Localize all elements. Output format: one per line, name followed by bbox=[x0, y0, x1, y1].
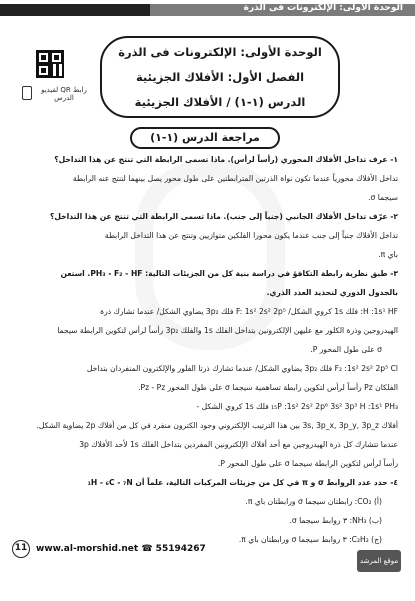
qr-code[interactable] bbox=[36, 50, 64, 78]
review-content bbox=[8, 150, 398, 549]
answer-line: H :1s¹ HF: فلك 1s كروي الشكل/ F: 1s² 2s² 2p⁵ فلك 3p₂ يضاوي الشكل/ عندما تشارك ذرة bbox=[100, 307, 398, 316]
question-3-cont: بالجدول الدوري لتحديد العدد الذري. bbox=[266, 288, 398, 297]
lesson-title: الدرس (١-١) / الأفلاك الجزيئية bbox=[134, 95, 306, 109]
answer-line: σ على طول المحور P. bbox=[310, 345, 382, 354]
answer-line: (أ) CO₂: رابطتان سيجما σ ورابطتان باي π. bbox=[245, 497, 382, 506]
answer-line: تداخل الأفلاك جنباً إلى جنب عندما يكون محورا الفلكين متوازيين وتنتج عن هذا التداخل الرابطة bbox=[104, 231, 398, 240]
qr-label: رابط QR لفيديو الدرس bbox=[41, 86, 87, 102]
answer-line: رأساً لرأس لتكوين الرابطة سيجما σ على طول المحور P. bbox=[217, 459, 398, 468]
answer-line: F₂ :1s² 2s² 2p⁵ Cl فلك 3p₂ يضاوي الشكل/ عندما تشارك ذرتا الفلور والإلكترون المنفردان بتداخل bbox=[86, 364, 398, 373]
chapter-title: الفصل الأول: الأفلاك الجزيئية bbox=[135, 70, 305, 84]
page-footer bbox=[0, 536, 415, 601]
question-2: ٢- عرّف تداخل الأفلاك الجانبي (جنباً إلى جنب). ماذا تسمى الرابطة التي تنتج عن هذا التداخل؟ bbox=[49, 212, 398, 221]
answer-line: عندما تتشارك كل ذرة الهيدروجين مع أحد أفلاك الإلكترونين المفردين بتداخل الفلك 1s لأحد الأفلاك 3p bbox=[79, 440, 398, 449]
answer-line: ₁₅P :1s² 2s² 2p⁶ 3s² 3p³ H :1s¹ PH₃ فلك 1s كروي الشكل - bbox=[196, 402, 398, 411]
header-band-title: الوحدة الأولى: الإلكترونات فى الذرة bbox=[243, 3, 403, 13]
section-heading: مراجعة الدرس (١-١) bbox=[130, 127, 280, 149]
publisher-logo: موقع المرشد bbox=[357, 550, 401, 572]
answer-line: الفلكان Pz رأساً لرأس لتكوين رابطة تساهمية سيجما σ على طول المحور Pz - Pz. bbox=[138, 383, 398, 392]
lesson-title-box bbox=[100, 36, 340, 118]
page-number: 11 bbox=[12, 540, 30, 558]
answer-line: (ج) C₂H₂: ٣ روابط سيجما σ ورابطتان باي π. bbox=[238, 535, 382, 544]
question-3: ٣- طبق نظرية رابطة التكافؤ في دراسة بنية كل من الجزيئات التالية: PH₃ - F₂ - HF. استعن bbox=[60, 269, 398, 278]
answer-line: أفلاك 3s, 3p_x, 3p_y, 3p_z بين هذا الترتيب الإلكتروني وجود الكترون منفرد في كل من أفلاك 2p يضاوية الشكل. bbox=[36, 421, 398, 430]
phone-icon bbox=[22, 86, 32, 100]
answer-line: سيجما σ. bbox=[368, 193, 398, 202]
header-band bbox=[0, 0, 415, 20]
question-1: ١- عرف تداخل الأفلاك المحوري (رأساً لرأس). ماذا تسمى الرابطة التي تنتج عن هذا التداخل؟ bbox=[54, 155, 398, 164]
answer-line: باي π. bbox=[378, 250, 398, 259]
answer-line: (ب) NH₃: ٣ روابط سيجما σ. bbox=[289, 516, 382, 525]
answer-line: الهيدروجين وذرة الكلور مع عليهن الإلكترونين بتداخل الفلك 1s والفلك 3p₂ رأساً لرأس لتكوين الرابطة سيجما bbox=[57, 326, 398, 335]
unit-title: الوحدة الأولى: الإلكترونات فى الذرة bbox=[118, 45, 322, 59]
site-link[interactable]: www.al-morshid.net ☎ 55194267 bbox=[36, 544, 206, 554]
question-4: ٤- حدد عدد الروابط σ و π في كل من جزيئات المركبات التالية، علماً أن ₁H - ₆C - ₇N bbox=[87, 478, 398, 487]
answer-line: تداخل الأفلاك محورياً عندما تكون نواة الذرتين المترابطتين على طول محور يصل بينهما لتنتج عنه الرابطة bbox=[72, 174, 398, 183]
